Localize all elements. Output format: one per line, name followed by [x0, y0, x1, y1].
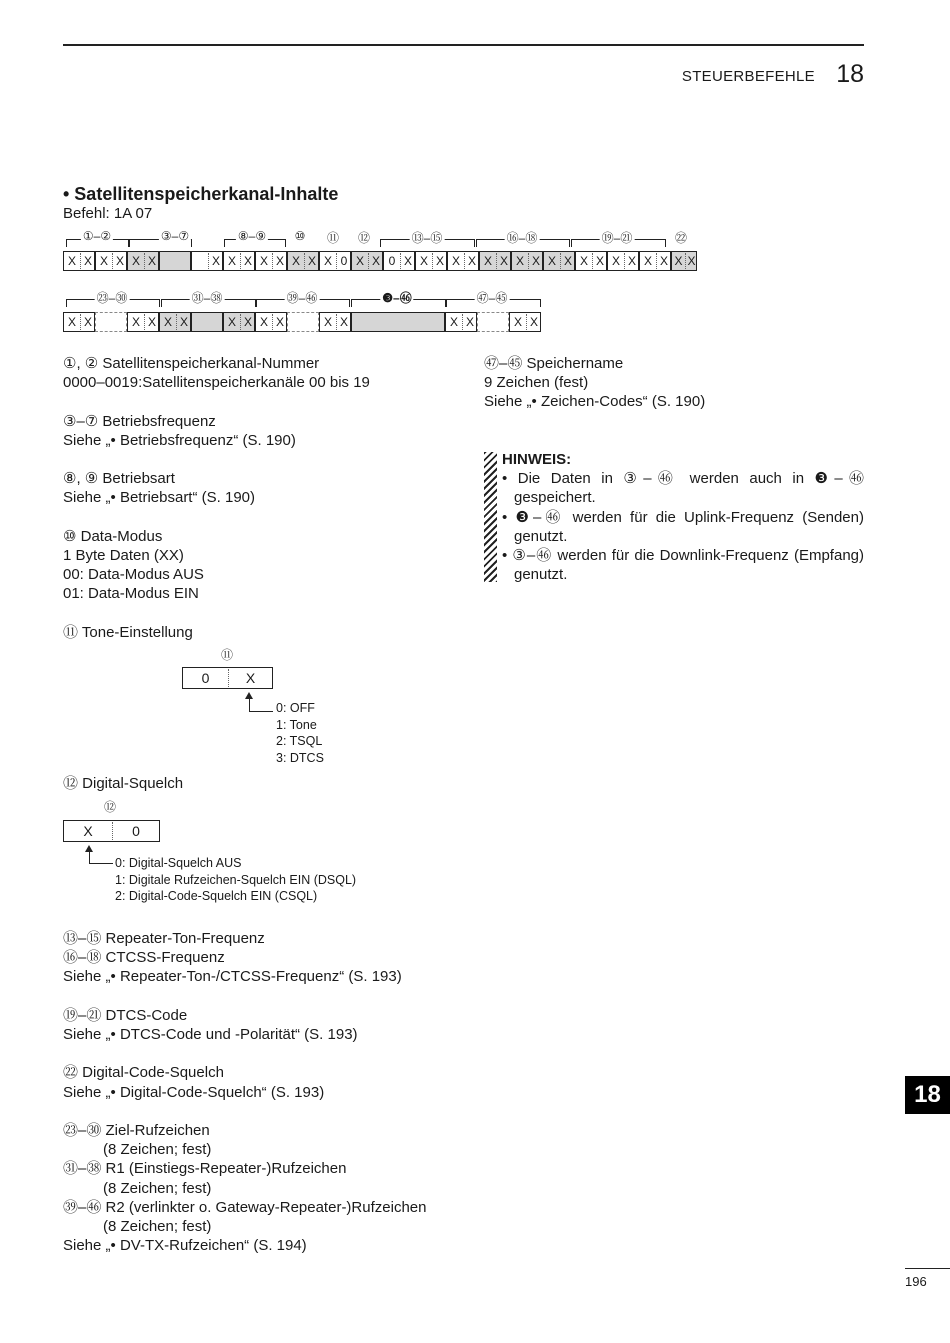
byte-cell	[255, 312, 287, 332]
byte-cell	[127, 251, 159, 271]
byte-cell	[319, 312, 351, 332]
text-line: Siehe „• Digital-Code-Squelch“ (S. 193)	[63, 1083, 325, 1101]
field-label: ③–⑦	[160, 229, 190, 243]
byte-value: 0	[201, 670, 210, 686]
byte-cell	[63, 312, 95, 332]
text-line: Siehe „• Betriebsart“ (S. 190)	[63, 489, 255, 507]
text-line: ㉓–㉚ Ziel-Rufzeichen	[63, 1121, 210, 1139]
page-rule	[905, 1268, 950, 1269]
byte-value: X	[531, 254, 540, 268]
text-line: (8 Zeichen; fest)	[103, 1218, 212, 1235]
byte-cell	[63, 251, 95, 271]
byte-cell-empty	[191, 312, 223, 332]
byte-value: X	[163, 315, 172, 329]
text-line: ㉛–㊳ R1 (Einstiegs-Repeater-)Rufzeichen	[63, 1160, 347, 1178]
byte-cell	[639, 251, 671, 271]
byte-value: X	[83, 315, 92, 329]
byte-cell	[543, 251, 575, 271]
byte-cell	[95, 251, 127, 271]
byte-value: X	[465, 315, 474, 329]
text-line: 01: Data-Modus EIN	[63, 585, 199, 603]
text-line: 9 Zeichen (fest)	[484, 374, 589, 392]
byte-value: 0	[132, 823, 140, 839]
byte-cell-empty	[95, 312, 127, 332]
page-number: 196	[905, 1274, 927, 1289]
byte-value: X	[499, 254, 508, 268]
note-box	[502, 450, 864, 584]
text-line: Siehe „• DV-TX-Rufzeichen“ (S. 194)	[63, 1237, 307, 1255]
text-line: 0000–0019:Satellitenspeicherkanäle 00 bis 19	[63, 374, 370, 392]
data-structure-diagram	[0, 0, 950, 340]
byte-cell	[127, 312, 159, 332]
byte-value: X	[467, 254, 476, 268]
byte-value: X	[147, 315, 156, 329]
tone-byte-box	[182, 667, 273, 689]
byte-value: X	[339, 315, 348, 329]
byte-cell	[319, 251, 351, 271]
field-label: ㊼–㊺	[476, 291, 508, 305]
text-line: 00: Data-Modus AUS	[63, 566, 204, 584]
byte-value: X	[643, 254, 652, 268]
tone-options	[276, 700, 324, 766]
byte-cell	[509, 312, 541, 332]
byte-value: X	[419, 254, 428, 268]
field-label: ⑲–㉑	[601, 231, 633, 245]
option: 3: DTCS	[276, 750, 324, 765]
byte-cell-empty	[351, 312, 445, 332]
byte-value: X	[147, 254, 156, 268]
byte-value: X	[435, 254, 444, 268]
field-label: ⑩	[294, 229, 306, 243]
byte-value: X	[483, 254, 492, 268]
text-line: Siehe „• Repeater-Ton-/CTCSS-Frequenz“ (S. 193)	[63, 968, 402, 986]
byte-value: X	[687, 254, 696, 268]
note-item: • ③–㊻ werden für die Downlink-Frequenz (Empfang) genutzt.	[502, 547, 864, 584]
field-label: ⑪	[326, 231, 340, 245]
section-heading: ㊼–㊺ Speichername	[484, 355, 624, 372]
byte-value: X	[243, 254, 252, 268]
byte-value: X	[627, 254, 636, 268]
field-label: ㉛–㊳	[191, 291, 223, 305]
byte-value: X	[211, 254, 220, 268]
field-label: ⑧–⑨	[237, 229, 267, 243]
byte-value: X	[245, 670, 256, 686]
option: 2: Digital-Code-Squelch EIN (CSQL)	[115, 889, 318, 903]
byte-cell-empty	[477, 312, 509, 332]
byte-cell-empty	[287, 312, 319, 332]
byte-value: X	[355, 254, 364, 268]
byte-value: 0	[388, 254, 396, 268]
section-heading: ⑪ Tone-Einstellung	[63, 623, 193, 641]
byte-cell	[255, 251, 287, 271]
byte-value: X	[659, 254, 668, 268]
field-label: ⑯–⑱	[506, 231, 538, 245]
byte-value: X	[83, 823, 93, 839]
section-header: STEUERBEFEHLE	[681, 68, 815, 85]
byte-cell-empty	[159, 251, 191, 271]
arrow-up-icon	[245, 692, 253, 699]
section-heading: ⑧, ⑨ Betriebsart	[63, 470, 175, 488]
note-item: • Die Daten in ③–㊻ werden auch in ❸–㊻ gespeichert.	[502, 470, 864, 507]
text-line: Siehe „• Betriebsfrequenz“ (S. 190)	[63, 431, 296, 449]
right-column	[484, 354, 864, 431]
byte-cell	[415, 251, 447, 271]
byte-value: X	[674, 254, 683, 268]
field-label: ❸–㊻	[382, 291, 412, 305]
byte-value: X	[115, 254, 124, 268]
option: 0: OFF	[276, 701, 315, 715]
byte-cell	[575, 251, 607, 271]
byte-value: X	[275, 315, 284, 329]
field-label: ⑬–⑮	[411, 231, 443, 245]
byte-value: X	[83, 254, 92, 268]
arrow-up-icon	[85, 845, 93, 852]
byte-value: X	[323, 254, 332, 268]
section-title: • Satellitenspeicherkanal-Inhalte	[63, 184, 339, 204]
text-line: (8 Zeichen; fest)	[103, 1141, 212, 1159]
byte-cell	[351, 251, 383, 271]
text-line: ㊴–㊻ R2 (verlinkter o. Gateway-Repeater-)Rufzeichen	[63, 1198, 427, 1216]
section-heading: ③–⑦ Betriebsfrequenz	[63, 412, 216, 430]
section-heading: ①, ② Satellitenspeicherkanal-Nummer	[63, 355, 320, 372]
squelch-field-label: ⑫	[103, 800, 117, 814]
byte-value: X	[67, 254, 76, 268]
byte-cell	[671, 251, 697, 271]
tone-field-label: ⑪	[220, 648, 234, 662]
byte-value: X	[227, 254, 236, 268]
left-column-lower	[63, 929, 483, 1275]
byte-cell	[607, 251, 639, 271]
byte-value: X	[449, 315, 458, 329]
text-line: Siehe „• DTCS-Code und -Polarität“ (S. 193)	[63, 1026, 358, 1043]
byte-value: X	[547, 254, 556, 268]
byte-value: X	[515, 254, 524, 268]
byte-cell	[447, 251, 479, 271]
byte-cell	[159, 312, 191, 332]
arrow-line	[89, 863, 113, 864]
byte-value: X	[451, 254, 460, 268]
section-heading: ⑲–㉑ DTCS-Code	[63, 1006, 188, 1024]
byte-cell	[383, 251, 415, 271]
byte-value: X	[307, 254, 316, 268]
byte-cell	[287, 251, 319, 271]
squelch-byte-box	[63, 820, 160, 842]
byte-value: X	[275, 254, 284, 268]
byte-value: X	[563, 254, 572, 268]
byte-value: X	[403, 254, 412, 268]
left-column	[63, 354, 483, 661]
arrow-line	[249, 711, 273, 712]
byte-value: X	[291, 254, 300, 268]
field-label: ⑫	[357, 231, 371, 245]
byte-value: X	[243, 315, 252, 329]
byte-value: X	[611, 254, 620, 268]
section-heading: ⑩ Data-Modus	[63, 527, 163, 545]
chapter-tab: 18	[905, 1076, 950, 1114]
byte-value: X	[259, 254, 268, 268]
byte-value: X	[513, 315, 522, 329]
field-label: ①–②	[82, 229, 112, 243]
note-item: • ❸–㊻ werden für die Uplink-Frequenz (Senden) genutzt.	[502, 508, 864, 545]
note-heading: HINWEIS:	[502, 451, 572, 468]
section-heading: ㉒ Digital-Code-Squelch	[63, 1064, 224, 1082]
byte-cell	[479, 251, 511, 271]
byte-cell	[191, 251, 223, 271]
option: 2: TSQL	[276, 734, 323, 748]
command-code: Befehl: 1A 07	[63, 205, 153, 222]
byte-value: X	[579, 254, 588, 268]
byte-cell	[511, 251, 543, 271]
byte-value: X	[371, 254, 380, 268]
section-heading: ⑫ Digital-Squelch	[63, 775, 184, 792]
byte-value: X	[131, 254, 140, 268]
text-line: 1 Byte Daten (XX)	[63, 546, 184, 564]
option: 1: Tone	[276, 717, 317, 732]
byte-value: X	[99, 254, 108, 268]
byte-cell	[223, 251, 255, 271]
text-line: ⑯–⑱ CTCSS-Frequenz	[63, 949, 225, 967]
byte-value: X	[67, 315, 76, 329]
chapter-number: 18	[836, 60, 864, 88]
option: 0: Digital-Squelch AUS	[115, 856, 242, 870]
text-line: (8 Zeichen; fest)	[103, 1179, 212, 1197]
byte-value: 0	[340, 254, 348, 268]
byte-cell	[223, 312, 255, 332]
text-line: ⑬–⑮ Repeater-Ton-Frequenz	[63, 930, 265, 947]
byte-value: X	[131, 315, 140, 329]
note-hatch-marker	[484, 452, 497, 582]
byte-cell	[445, 312, 477, 332]
text-line: Siehe „• Zeichen-Codes“ (S. 190)	[484, 393, 706, 411]
byte-value: X	[595, 254, 604, 268]
byte-value: X	[179, 315, 188, 329]
byte-value: X	[227, 315, 236, 329]
field-label: ㊴–㊻	[286, 291, 318, 305]
byte-value: X	[529, 315, 538, 329]
option: 1: Digitale Rufzeichen-Squelch EIN (DSQL)	[115, 872, 357, 887]
squelch-options	[115, 855, 356, 905]
byte-value: X	[259, 315, 268, 329]
field-label: ㉒	[674, 231, 688, 245]
byte-value: X	[323, 315, 332, 329]
field-label: ㉓–㉚	[96, 291, 128, 305]
